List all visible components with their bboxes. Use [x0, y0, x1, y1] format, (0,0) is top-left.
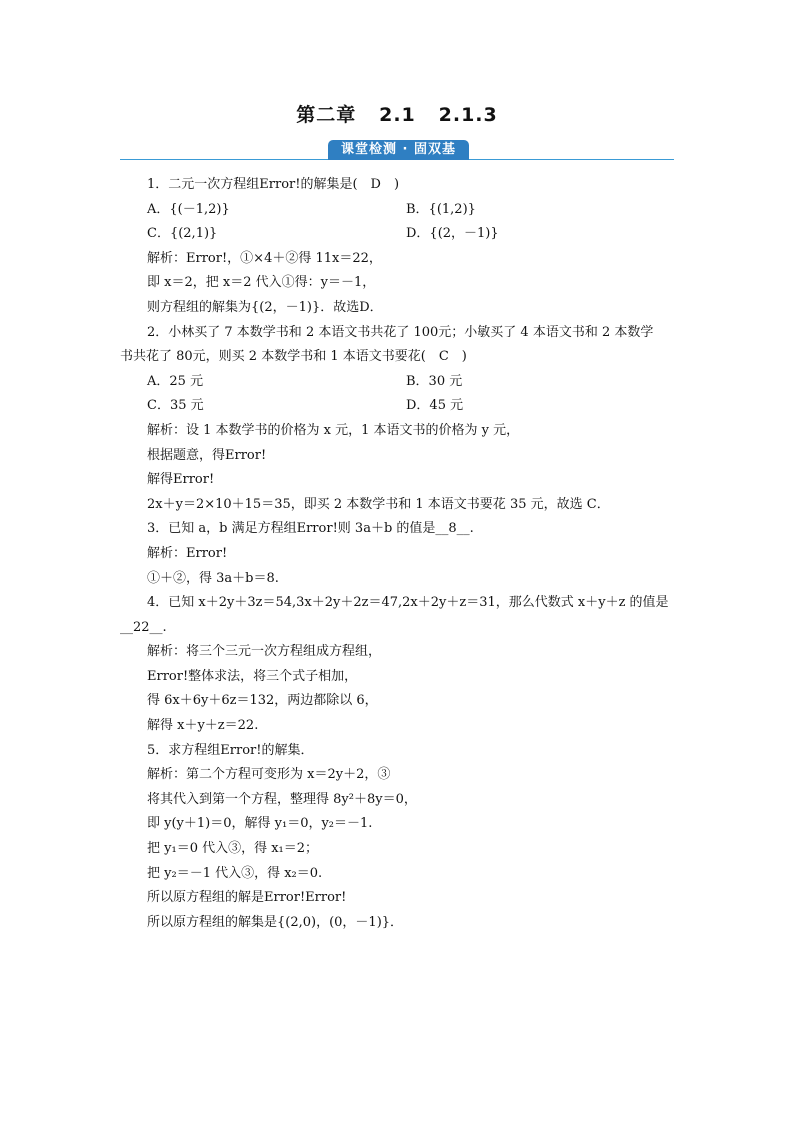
- solution-5-line-3: 即 y(y＋1)＝0，解得 y₁＝0，y₂＝－1.: [147, 816, 373, 832]
- question-4-line-1: 4．已知 x＋2y＋3z＝54,3x＋2y＋2z＝47,2x＋2y＋z＝31，那么代数式 x＋y＋z 的值是: [147, 595, 669, 611]
- question-1-options-row-2: [147, 222, 677, 247]
- question-5: 5．求方程组Error!的解集．: [147, 742, 314, 758]
- option-c: C．35 元: [147, 398, 204, 414]
- solution-2-line-3: 解得Error!: [147, 472, 215, 488]
- question-1-options-row-1: [147, 198, 677, 223]
- question-1: 1．二元一次方程组Error!的解集是( D ): [147, 177, 400, 192]
- section-label: 2.1: [379, 104, 416, 126]
- question-2-options-row-1: [147, 370, 677, 395]
- question-2-line-1: 2．小林买了 7 本数学书和 2 本语文书共花了 100元；小敏买了 4 本语文书和 2 本数学: [147, 324, 654, 340]
- solution-5-line-2: 将其代入到第一个方程，整理得 8y²＋8y＝0，: [147, 791, 417, 807]
- solution-2-line-1: 解析：设 1 本数学书的价格为 x 元，1 本语文书的价格为 y 元，: [147, 422, 520, 438]
- question-2-options-row-2: [147, 394, 677, 419]
- question-3: 3．已知 a，b 满足方程组Error!则 3a＋b 的值是__8__.: [147, 521, 474, 537]
- solution-2-line-2: 根据题意，得Error!: [147, 447, 267, 463]
- option-d: D．{(2，－1)}: [406, 226, 499, 242]
- solution-3-line-2: ①＋②，得 3a＋b＝8.: [147, 570, 279, 586]
- solution-3-line-1: 解析：Error!: [147, 545, 228, 561]
- exercise-content: [120, 173, 677, 935]
- option-d: D．45 元: [406, 398, 464, 414]
- option-c: C．{(2,1)}: [147, 226, 218, 242]
- solution-5-line-5: 把 y₂＝－1 代入③，得 x₂＝0.: [147, 865, 323, 881]
- question-2-line-2: 书共花了 80元，则买 2 本数学书和 1 本语文书要花( C ): [120, 349, 467, 365]
- page-title: [0, 100, 794, 127]
- solution-4-line-2: Error!整体求法，将三个式子相加，: [147, 668, 358, 684]
- section-banner: 课堂检测 · 固双基: [328, 140, 469, 160]
- solution-5-line-7: 所以原方程组的解集是{(2,0)，(0，－1)}．: [147, 914, 404, 930]
- solution-4-line-4: 解得 x＋y＋z＝22.: [147, 718, 259, 734]
- solution-5-line-4: 把 y₁＝0 代入③，得 x₁＝2；: [147, 841, 319, 857]
- question-4-line-2: __22__.: [120, 619, 167, 635]
- solution-5-line-1: 解析：第二个方程可变形为 x＝2y＋2，③: [147, 767, 391, 783]
- solution-1-line-1: 解析：Error!，①×4＋②得 11x＝22，: [147, 250, 382, 266]
- option-b: B．30 元: [406, 373, 463, 389]
- solution-1-line-3: 则方程组的解集为{(2，－1)}．故选D．: [147, 299, 383, 315]
- solution-2-line-4: 2x＋y＝2×10＋15＝35，即买 2 本数学书和 1 本语文书要花 35 元，故选 C．: [147, 496, 610, 512]
- solution-5-line-6: 所以原方程组的解是Error!Error!: [147, 890, 347, 906]
- option-b: B．{(1,2)}: [406, 201, 476, 217]
- solution-4-line-3: 得 6x＋6y＋6z＝132，两边都除以 6，: [147, 693, 378, 709]
- chapter-label: 第二章: [296, 104, 357, 126]
- solution-4-line-1: 解析：将三个三元一次方程组成方程组，: [147, 644, 382, 660]
- option-a: A．25 元: [147, 373, 204, 389]
- subsection-label: 2.1.3: [438, 104, 498, 126]
- option-a: A．{(－1,2)}: [147, 201, 230, 217]
- solution-1-line-2: 即 x＝2，把 x＝2 代入①得：y＝－1，: [147, 275, 376, 291]
